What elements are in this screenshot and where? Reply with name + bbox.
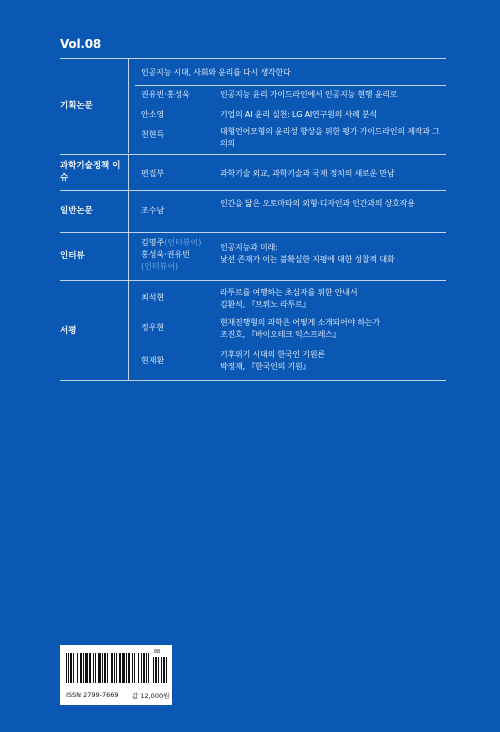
column-divider (128, 154, 129, 190)
entry-author: 편집부 (141, 169, 165, 178)
entry-title: 인공지능 윤리 가이드라인에서 인공지능 현행 윤리로 (220, 90, 398, 99)
interviewee-name: 김명주 (141, 238, 165, 247)
column-divider (128, 58, 129, 153)
entry-author: 정우현 (141, 323, 165, 332)
interview-authors (141, 237, 231, 273)
section-divider (60, 154, 446, 155)
interviewer-role: (인터뷰어) (141, 262, 179, 271)
category-label: 인터뷰 (60, 251, 85, 261)
category-label: 기획논문 (60, 101, 93, 111)
barcode-bar (119, 653, 121, 683)
barcode-bar (95, 653, 96, 683)
barcode-bar (122, 653, 125, 683)
barcode-bar (98, 653, 101, 683)
barcode-bar (111, 653, 113, 683)
barcode-bar (104, 653, 106, 683)
entry-title (220, 242, 446, 266)
price-label: 값 12,000원 (132, 692, 170, 700)
barcode-bar (102, 653, 103, 683)
interviewer-names: 홍성욱·권유빈 (141, 250, 190, 259)
title-line: 조진호, 『바이오테크 익스프레스』 (220, 330, 341, 339)
entry-title: 기업의 AI 윤리 실천: LG AI연구원의 사례 분석 (220, 110, 377, 119)
barcode-bar (70, 653, 72, 683)
entry-author: 권유빈·홍성욱 (141, 90, 190, 99)
entry-author: 현재환 (141, 356, 165, 365)
barcode-bar (93, 653, 94, 683)
entry-title: 대형언어모형의 윤리성 향상을 위한 평가 가이드라인의 제작과 그 의의 (220, 127, 440, 148)
barcode-bar (132, 653, 133, 683)
column-divider (128, 232, 129, 280)
barcode-bar (134, 653, 135, 683)
entry-author: 최석현 (141, 293, 165, 302)
barcode-bar (153, 657, 154, 683)
interviewee-role: (인터뷰이) (164, 238, 202, 247)
section-divider (60, 58, 446, 59)
barcode-bar (141, 653, 142, 683)
section-divider (60, 190, 446, 191)
barcode-bar (126, 653, 127, 683)
barcode-bar (158, 657, 159, 683)
entry-divider (135, 85, 446, 86)
barcode-bar (73, 653, 74, 683)
barcode-bar (128, 653, 130, 683)
volume-label: Vol.08 (60, 37, 102, 51)
section-divider (60, 380, 446, 381)
barcode-bar (166, 657, 167, 683)
entry-title: 인간을 닮은 오토마타의 외형·디자인과 인간과의 상호작용 (220, 199, 415, 208)
barcode-bar (155, 657, 157, 683)
barcode-bar (107, 653, 108, 683)
barcode-bar (116, 653, 117, 683)
barcode-bar (146, 653, 147, 683)
title-line: 라투르를 여행하는 초심자를 위한 안내서 (220, 288, 358, 297)
barcode-bar (89, 653, 91, 683)
category-label: 과학기술정책 이슈 (60, 161, 121, 183)
entry-title: 과학기술 외교, 과학기술과 국제 정치의 새로운 만남 (220, 169, 395, 178)
column-divider (128, 190, 129, 232)
category-label: 일반논문 (60, 206, 93, 216)
entry-author: 조수남 (141, 206, 165, 215)
issn-number: ISSN 2799-7669 (66, 691, 119, 699)
barcode-bar (77, 653, 78, 683)
entry-author: 천현득 (141, 130, 165, 139)
section-divider (60, 232, 446, 233)
barcode-bar (163, 657, 165, 683)
title-line: 박정재, 『한국인의 기원』 (220, 362, 311, 371)
barcode-bar (83, 653, 84, 683)
title-line: 낯선 존재가 이는 불확실한 지평에 대한 성찰적 대화 (220, 255, 395, 264)
section-divider (60, 280, 446, 281)
entry-title (220, 317, 446, 341)
entry-title (220, 349, 446, 373)
barcode-bar (80, 653, 82, 683)
barcode-addon-graphic (153, 657, 167, 683)
barcode-bar (85, 653, 88, 683)
barcode-bar (66, 653, 67, 683)
barcode-bar (138, 653, 139, 683)
barcode-bar (161, 657, 162, 683)
title-line: 현재진행형의 과학은 어떻게 소개되어야 하는가 (220, 318, 380, 327)
barcode-bar (143, 653, 145, 683)
title-line: 김환석, 『브뤼노 라투르』 (220, 300, 311, 309)
entry-author: 안소영 (141, 110, 165, 119)
barcode-graphic (66, 653, 150, 683)
barcode-bar (114, 653, 115, 683)
column-divider (128, 280, 129, 380)
title-line: 인공지능과 미래: (220, 243, 278, 252)
issue-theme: 인공지능 시대, 사회와 윤리를 다시 생각한다 (141, 68, 291, 77)
barcode-bar (148, 653, 149, 683)
barcode-label (60, 645, 172, 705)
barcode-addon-number: 08 (154, 649, 161, 655)
category-label: 서평 (60, 326, 77, 336)
entry-title (220, 287, 446, 311)
title-line: 기후위기 시대의 한국인 기원론 (220, 350, 325, 359)
barcode-bar (68, 653, 69, 683)
